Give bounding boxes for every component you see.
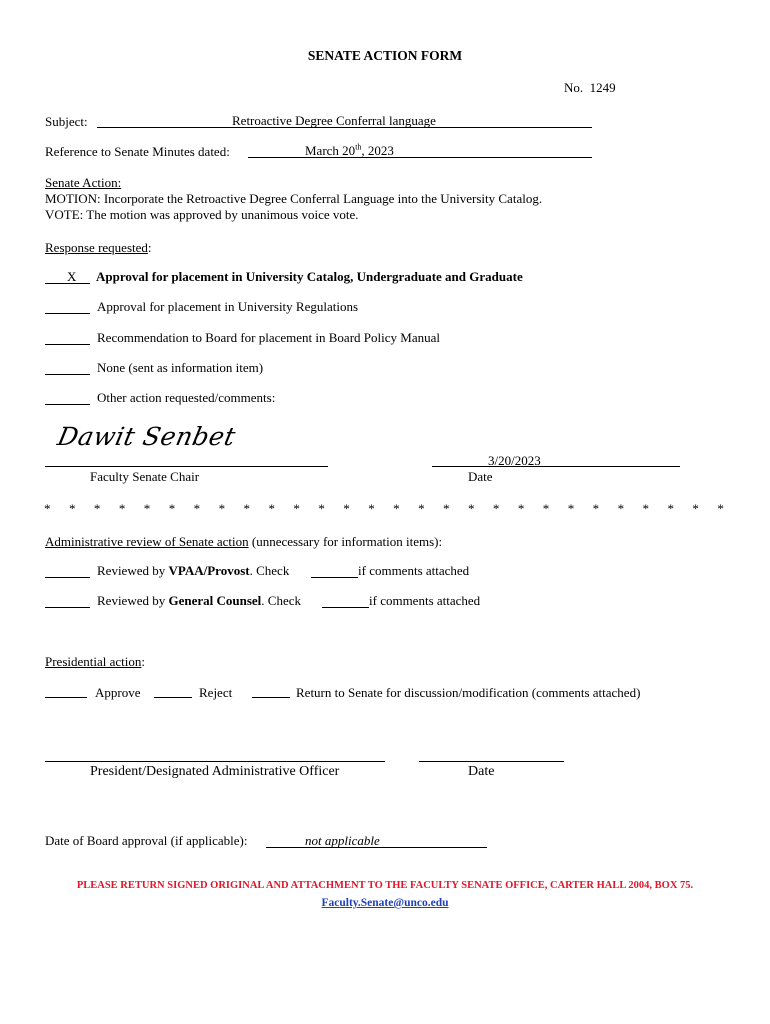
separator-star: * [492,501,500,516]
separator-star: * [418,501,425,516]
reference-label: Reference to Senate Minutes dated: [45,144,230,159]
review-provost-label: Reviewed by VPAA/Provost. Check [97,563,290,578]
separator-star: * [642,501,649,516]
response-blank[interactable] [45,374,90,375]
approve-blank[interactable] [45,697,87,698]
senate-action-heading: Senate Action: [45,175,122,190]
review-counsel-label: Reviewed by General Counsel. Check [97,593,302,608]
separator-star: * [318,501,325,516]
separator-star: * [44,501,51,516]
board-approval-label: Date of Board approval (if applicable): [45,833,248,848]
faculty-senate-email-link[interactable]: Faculty.Senate@unco.edu [321,897,449,909]
motion-text: MOTION: Incorporate the Retroactive Degree Conferral Language into the University Catalog. [45,191,543,206]
separator-star: * [143,501,151,516]
reference-value: March 20th, 2023 [305,142,394,158]
officer-signature-line[interactable] [45,761,385,762]
separator-star: * [692,501,699,516]
response-mark: X [67,269,77,284]
chair-signature-line[interactable] [45,466,328,467]
separator-star: * [368,501,375,516]
response-option-label: Approval for placement in University Regulations [97,299,359,314]
separator-star: * [193,501,201,516]
officer-caption: President/Designated Administrative Officer [90,764,340,779]
review-blank[interactable] [45,577,90,578]
response-option-label: None (sent as information item) [97,360,264,375]
separator-star: * [343,501,350,516]
review-comments-label: if comments attached [369,593,481,608]
response-blank[interactable] [45,313,90,314]
response-blank[interactable] [45,344,90,345]
separator-star: * [293,501,300,516]
return-blank[interactable] [252,697,290,698]
separator-star: * [393,501,400,516]
presidential-heading: Presidential action: [45,654,146,669]
response-blank[interactable] [45,404,90,405]
form-number-label: No. [564,80,584,95]
vote-text: VOTE: The motion was approved by unanimous voice vote. [45,207,359,222]
return-label: Return to Senate for discussion/modification (comments attached) [296,685,641,700]
chair-caption: Faculty Senate Chair [90,469,200,484]
form-number-value: 1249 [589,80,616,95]
approve-label: Approve [95,685,141,700]
separator-star: * [118,501,126,516]
response-option-label: Other action requested/comments: [97,390,276,405]
separator-star: * [168,501,176,516]
return-notice: PLEASE RETURN SIGNED ORIGINAL AND ATTACHMENT TO THE FACULTY SENATE OFFICE, CARTER HALL 2004, BOX 75. [76,880,694,891]
separator-star: * [617,501,625,516]
footer-email-wrap [0,895,770,910]
separator-star: * [592,501,600,516]
admin-review-heading: Administrative review of Senate action (unnecessary for information items): [45,534,443,549]
separator-star: * [68,501,76,516]
separator-star: * [517,501,525,516]
separator-star: * [567,501,575,516]
review-comments-blank[interactable] [322,607,369,608]
review-blank[interactable] [45,607,90,608]
signature-date-value: 3/20/2023 [488,453,541,468]
subject-value: Retroactive Degree Conferral language [232,113,436,128]
signature-date-line[interactable] [432,466,680,467]
review-comments-blank[interactable] [311,577,358,578]
signature-date-caption: Date [468,469,493,484]
officer-date-caption: Date [468,764,495,779]
subject-label: Subject: [45,114,88,129]
form-title: SENATE ACTION FORM [307,48,463,63]
board-approval-value: not applicable [305,833,380,848]
separator-star: * [667,501,674,516]
separator-star: * [93,501,101,516]
separator-star: * [243,501,250,516]
review-comments-label: if comments attached [358,563,470,578]
reject-label: Reject [199,685,233,700]
chair-signature: Dawit Senbet [54,422,239,451]
officer-date-line[interactable] [419,761,564,762]
star-separator [44,502,724,515]
reference-line [248,157,592,158]
separator-star: * [268,501,275,516]
separator-star: * [717,501,724,516]
separator-star: * [443,501,450,516]
separator-star: * [542,501,550,516]
response-option-label: Recommendation to Board for placement in Board Policy Manual [97,330,440,345]
reject-blank[interactable] [154,697,192,698]
response-option-label: Approval for placement in University Catalog, Undergraduate and Graduate [96,269,523,284]
separator-star: * [467,501,475,516]
response-heading: Response requested: [45,240,152,255]
separator-star: * [218,501,226,516]
form-number [564,81,616,94]
